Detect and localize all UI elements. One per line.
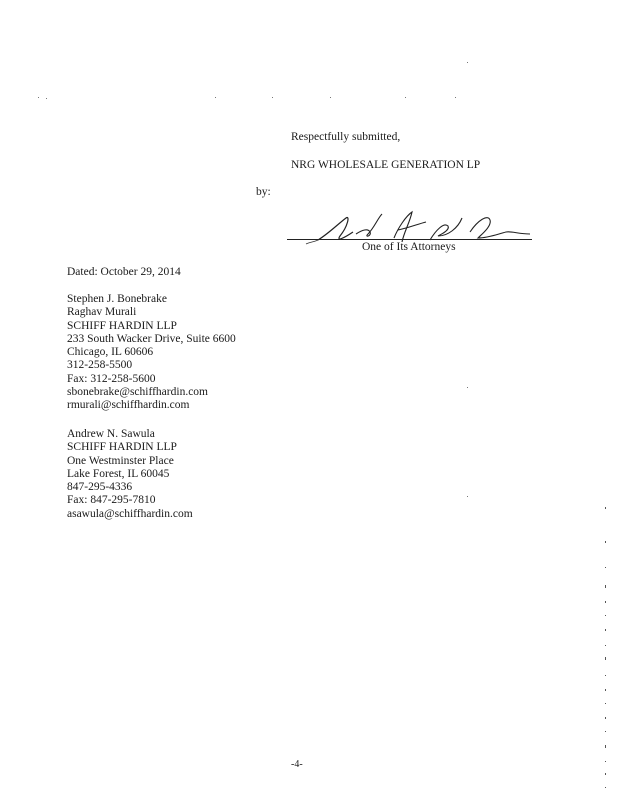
counsel-line: Fax: 847-295-7810 [67,494,156,507]
scan-speck [405,97,406,98]
counsel-line: asawula@schiffhardin.com [67,507,193,520]
scan-speck [46,98,47,99]
counsel-line: 312-258-5500 [67,359,133,372]
counsel-line: SCHIFF HARDIN LLP [67,441,177,454]
closing-salutation: Respectfully submitted, [291,131,401,143]
scan-speck [467,496,468,497]
counsel-line: Raghav Murali [67,306,137,319]
scan-speck [467,387,468,388]
counsel-line: sbonebrake@schiffhardin.com [67,386,208,399]
counsel-line: Stephen J. Bonebrake [67,293,167,305]
scan-speck [330,97,331,98]
scan-speck [455,97,456,98]
counsel-line: SCHIFF HARDIN LLP [67,319,177,332]
scan-speck [215,97,216,98]
counsel-line: 847-295-4336 [67,481,133,494]
scan-speck [38,97,39,98]
counsel-line: Andrew N. Sawula [67,428,155,440]
by-label: by: [256,186,271,198]
counsel-line: Lake Forest, IL 60045 [67,467,170,480]
counsel-block-2 [67,428,193,521]
counsel-block-1 [67,293,236,413]
scan-speck [467,62,468,63]
dated-line: Dated: October 29, 2014 [67,266,181,278]
signature-caption: One of Its Attorneys [362,241,456,253]
signature-line [287,239,532,240]
counsel-line: One Westminster Place [67,454,174,467]
scan-edge-marks [603,505,609,795]
counsel-line: 233 South Wacker Drive, Suite 6600 [67,332,236,345]
counsel-line: Fax: 312-258-5600 [67,372,156,385]
counsel-line: Chicago, IL 60606 [67,346,154,359]
party-name: NRG WHOLESALE GENERATION LP [291,159,481,171]
page-number: -4- [291,759,303,770]
scan-speck [272,97,273,98]
counsel-line: rmurali@schiffhardin.com [67,399,190,412]
